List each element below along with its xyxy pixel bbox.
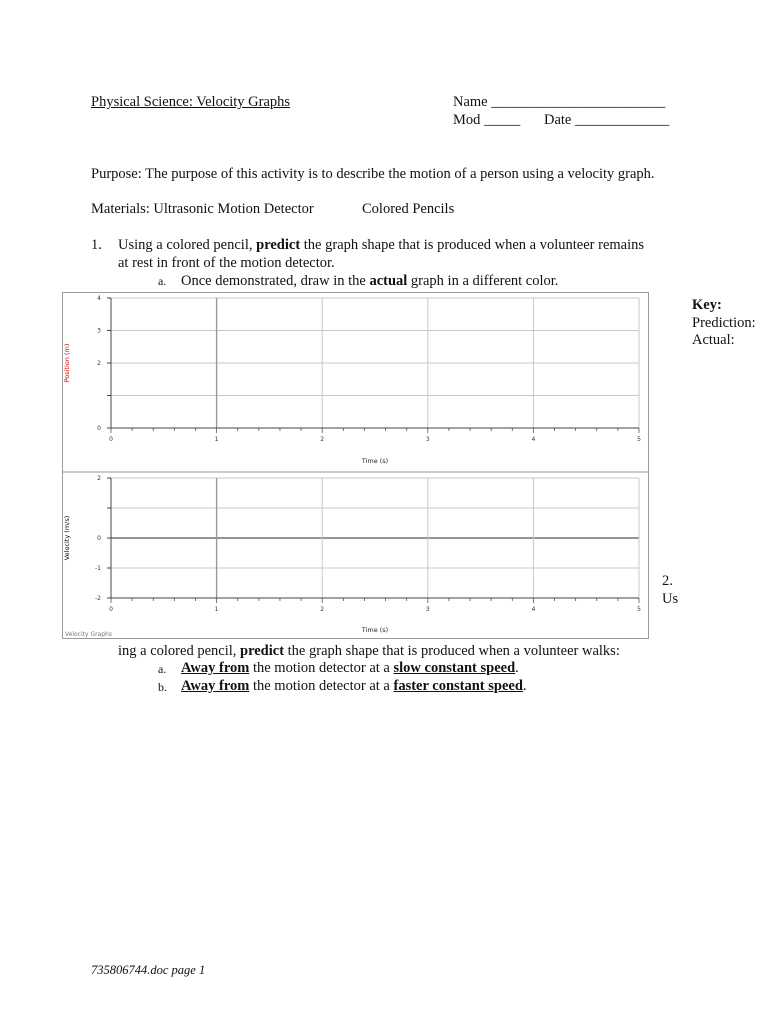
- position-graph: [63, 295, 641, 465]
- q1-text-pre: Using a colored pencil,: [118, 237, 257, 253]
- key-title: Key:: [692, 297, 722, 313]
- x-tick-label: 1: [214, 606, 219, 613]
- y-tick-label: 4: [97, 295, 101, 302]
- date-field: Date _____________: [544, 112, 670, 128]
- x-tick-label: 0: [109, 436, 113, 443]
- y-tick-label: -2: [95, 595, 101, 602]
- q2-split-word: Us: [662, 591, 679, 607]
- q2-item-a-marker: a.: [158, 662, 167, 676]
- q1-text-post: the graph shape that is produced when a volunteer remains: [300, 237, 645, 253]
- q2-item-a-direction: Away from: [181, 660, 250, 676]
- x-tick-label: 4: [531, 436, 536, 443]
- q2-item-b-marker: b.: [158, 680, 167, 694]
- document-title: Physical Science: Velocity Graphs: [91, 94, 291, 110]
- name-field: Name ________________________: [453, 94, 666, 110]
- q2-number: 2.: [662, 573, 673, 589]
- x-tick-label: 5: [637, 606, 641, 613]
- q2-item-b-direction: Away from: [181, 678, 250, 694]
- q1-text: [118, 237, 644, 254]
- x-tick-label: 3: [425, 436, 430, 443]
- y-axis-label: Position (m): [63, 343, 71, 383]
- q2-text: [118, 643, 620, 660]
- q2-text-pre: ing a colored pencil,: [118, 643, 240, 659]
- key-actual: Actual:: [692, 332, 735, 348]
- q2-item-a: [181, 660, 519, 677]
- q1-number: 1.: [91, 237, 102, 253]
- x-tick-label: 2: [320, 606, 325, 613]
- x-tick-label: 0: [109, 606, 113, 613]
- q1-sub-a-marker: a.: [158, 274, 167, 288]
- q1-sub-a-bold: actual: [369, 273, 408, 289]
- graphs-svg: [63, 293, 648, 638]
- x-tick-label: 2: [320, 436, 325, 443]
- key-prediction: Prediction:: [692, 315, 756, 331]
- purpose-text: Purpose: The purpose of this activity is to describe the motion of a person using a velocity graph.: [91, 166, 655, 182]
- y-tick-label: -1: [95, 565, 101, 572]
- q1-text-bold: predict: [256, 237, 301, 253]
- q1-sub-a-pre: Once demonstrated, draw in the: [181, 273, 370, 289]
- q2-item-b-end: .: [522, 678, 527, 694]
- x-tick-label: 3: [425, 606, 430, 613]
- q2-text-post: the graph shape that is produced when a volunteer walks:: [284, 643, 620, 659]
- q2-text-bold: predict: [240, 643, 285, 659]
- graph-panel: [62, 292, 649, 639]
- x-axis-label: Time (s): [361, 626, 389, 634]
- x-tick-label: 1: [214, 436, 219, 443]
- y-tick-label: 0: [97, 425, 101, 432]
- q2-item-b-mid: the motion detector at a: [249, 678, 394, 694]
- y-tick-label: 3: [97, 327, 101, 335]
- x-tick-label: 5: [637, 436, 641, 443]
- x-axis-label: Time (s): [361, 457, 389, 465]
- q2-item-b: [181, 678, 527, 695]
- graph-footer-label: Velocity Graphs: [65, 631, 112, 638]
- y-tick-label: 2: [97, 475, 101, 482]
- q2-item-a-speed: slow constant speed: [393, 660, 516, 676]
- y-axis-label: Velocity (m/s): [63, 515, 71, 561]
- y-tick-label: 2: [97, 360, 101, 367]
- q2-item-b-speed: faster constant speed: [393, 678, 523, 694]
- mod-field: Mod _____: [453, 112, 521, 128]
- velocity-graph: [63, 475, 641, 634]
- x-tick-label: 4: [531, 606, 536, 613]
- y-tick-label: 0: [97, 535, 101, 542]
- materials-text: Materials: Ultrasonic Motion Detector: [91, 201, 314, 217]
- q1-sub-a-text: [181, 273, 558, 290]
- q2-item-a-end: .: [515, 660, 519, 676]
- page-footer: 735806744.doc page 1: [91, 963, 206, 977]
- q1-sub-a-post: graph in a different color.: [407, 273, 559, 289]
- q1-text-line2: at rest in front of the motion detector.: [118, 255, 335, 271]
- q2-item-a-mid: the motion detector at a: [249, 660, 394, 676]
- materials-extra: Colored Pencils: [362, 201, 455, 217]
